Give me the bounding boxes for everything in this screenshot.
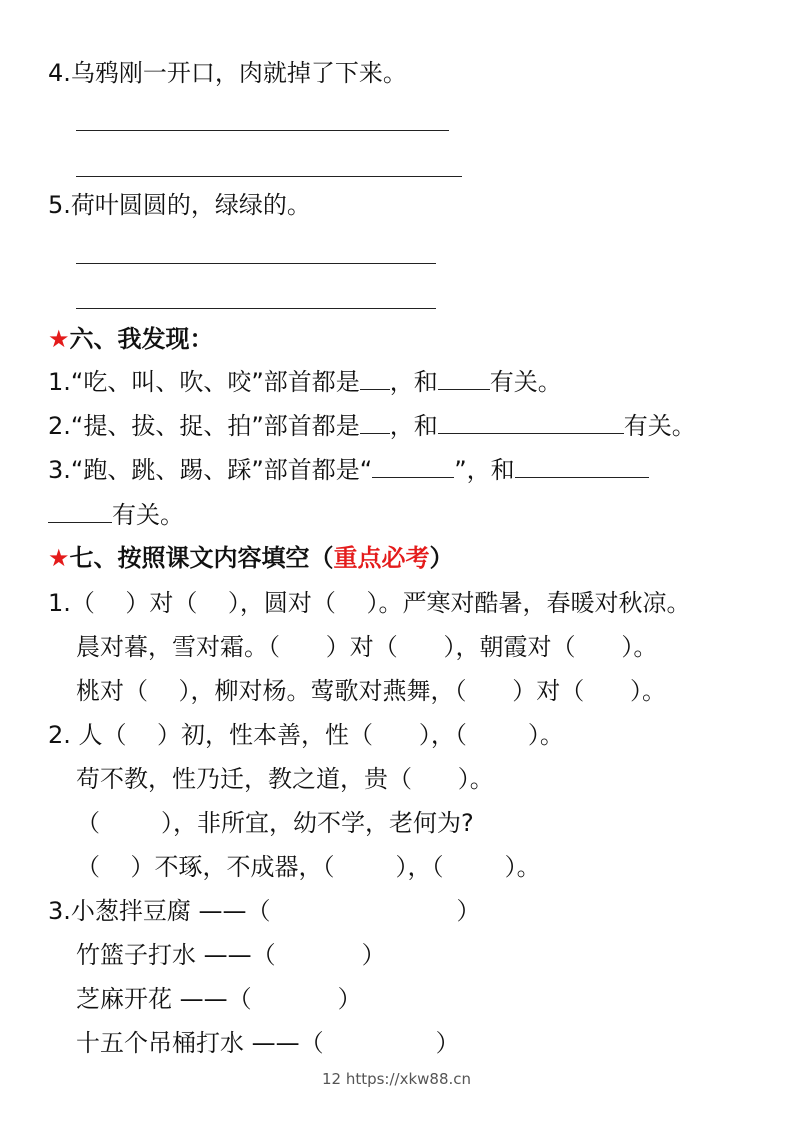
q1-line-3: 桃对（ ），柳对杨。莺歌对燕舞，（ ）对（ ）。 [76,677,667,705]
section-title: 六、我发现： [69,325,214,353]
question-5 [48,190,311,220]
fill-blank[interactable] [360,411,390,434]
fill-blank[interactable] [515,455,649,478]
q2-line-4: （ ）不琢，不成器，（ ），（ ）。 [76,853,541,881]
q3-line-2: 竹篮子打水 ——（ ） [76,941,386,969]
fill-blank[interactable] [372,455,454,478]
fill-blank[interactable] [438,411,624,434]
page-footer: 12 https://xkw88.cn [321,1070,472,1088]
answer-line[interactable] [76,130,449,131]
section-6-item-3-cont: 有关。 [48,500,184,530]
section-6-heading [48,324,214,354]
q3-line-1: 3.小葱拌豆腐 ——（ ） [48,897,481,925]
section-6-item-3: 3.“跑、跳、踢、踩”部首都是“ ”，和 [48,455,649,485]
section-title: 七、按照课文内容填空（ [69,544,334,572]
fill-blank[interactable] [360,367,390,390]
q1-line-1: 1.（ ）对（ ），圆对（ ）。严寒对酷暑，春暖对秋凉。 [48,589,691,617]
section-6-item-1: 1.“吃、叫、吹、咬”部首都是 ，和 有关。 [48,368,562,396]
question-text: 乌鸦刚一开口，肉就掉了下来。 [70,59,407,87]
fill-blank[interactable] [48,500,112,523]
question-number: 4. [48,59,71,87]
star-icon: ★ [48,325,70,353]
star-icon: ★ [48,544,70,572]
q2-line-2: 苟不教，性乃迁，教之道，贵（ ）。 [76,765,494,793]
q2-line-1: 2. 人（ ）初，性本善，性（ ），（ ）。 [48,721,564,749]
q3-line-4: 十五个吊桶打水 ——（ ） [76,1029,460,1057]
fill-blank[interactable] [438,367,490,390]
answer-line[interactable] [76,263,436,264]
question-number: 5. [48,191,71,219]
question-4 [48,58,407,88]
question-text: 荷叶圆圆的，绿绿的。 [70,191,311,219]
section-6-item-2: 2.“提、拔、捉、拍”部首都是 ，和 有关。 [48,412,696,440]
answer-line[interactable] [76,176,462,177]
q1-line-2: 晨对暮，雪对霜。（ ）对（ ），朝霞对（ ）。 [76,633,658,661]
highlight-label: 重点必考 [333,544,430,572]
section-7-heading: ★七、按照课文内容填空（重点必考） [48,544,454,572]
q2-line-3: （ ），非所宜，幼不学，老何为? [76,809,474,837]
q3-line-3: 芝麻开花 ——（ ） [76,985,362,1013]
answer-line[interactable] [76,308,436,309]
